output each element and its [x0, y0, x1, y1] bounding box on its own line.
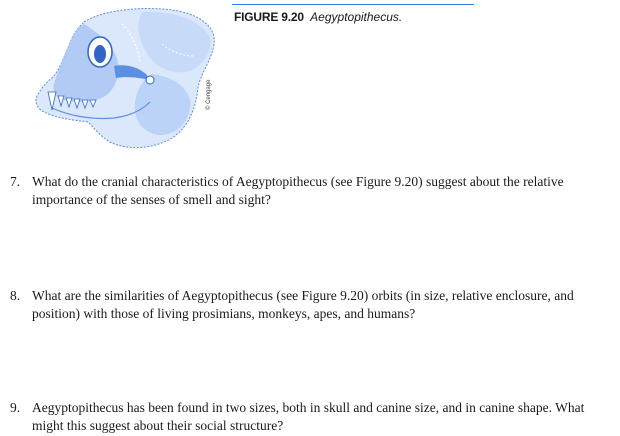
aegyptopithecus-skull-drawing	[22, 4, 232, 154]
question-9	[10, 399, 614, 435]
question-number: 7.	[10, 174, 21, 189]
question-text: What do the cranial characteristics of Aegyptopithecus (see Figure 9.20) suggest about the relative importance of the senses of smell and sight?	[32, 174, 564, 207]
question-number: 8.	[10, 288, 21, 303]
question-number: 9.	[10, 400, 21, 415]
question-text: Aegyptopithecus has been found in two sizes, both in skull and canine size, and in canine shape. What might this suggest about their social structure?	[32, 400, 585, 433]
skull-illustration	[22, 4, 232, 154]
orbit-inner	[94, 45, 106, 63]
figure-label: FIGURE 9.20	[234, 10, 304, 24]
question-8	[10, 287, 614, 323]
ear-opening	[146, 76, 154, 84]
question-text: What are the similarities of Aegyptopithecus (see Figure 9.20) orbits (in size, relative enclosure, and position) with those of living prosimians, monkeys, apes, and humans?	[32, 288, 574, 321]
question-7	[10, 173, 614, 209]
figure-title: Aegyptopithecus.	[310, 10, 403, 24]
caption-rule	[232, 4, 474, 5]
figure-caption	[234, 10, 402, 24]
image-credit: © Cengage	[206, 79, 212, 110]
